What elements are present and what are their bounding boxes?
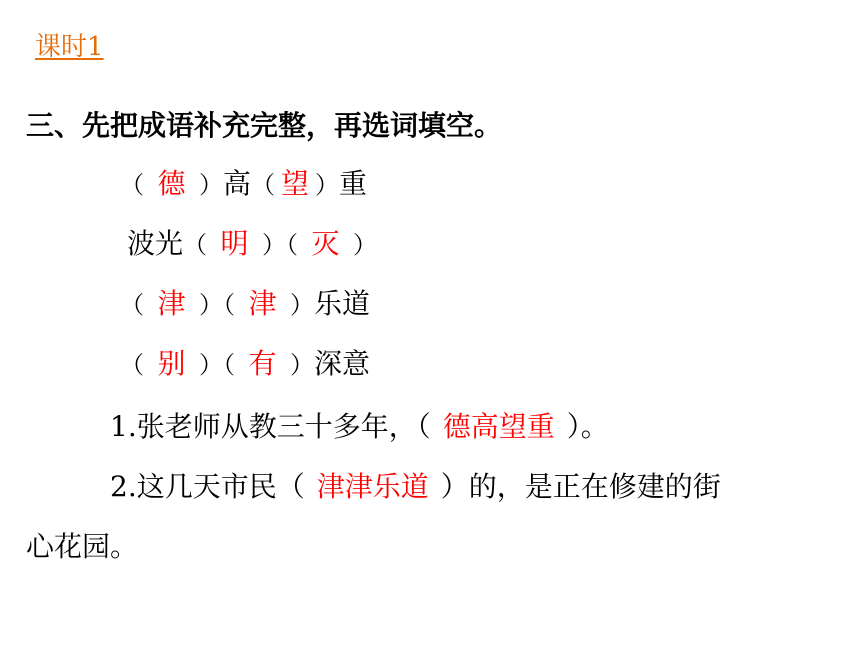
idiom-text: 波光 [127, 227, 184, 260]
sentence-2-continued: 心花园。 [26, 530, 139, 563]
sentence-text: ）的，是正在修建的街 [440, 470, 721, 503]
lesson-link[interactable]: 课时1 [35, 32, 104, 62]
answer-fill: 德高望重 [442, 410, 555, 443]
paren: （ [223, 351, 235, 379]
paren: ） [199, 351, 223, 379]
paren: ） [290, 351, 314, 379]
idiom-text: 重 [339, 167, 368, 200]
exercise-heading: 三、先把成语补充完整，再选词填空。 [26, 109, 503, 142]
paren: （ [223, 291, 235, 319]
idiom-line-1 [120, 162, 367, 202]
idiom-line-3 [120, 282, 370, 322]
paren: （ [120, 291, 144, 319]
idiom-line-2 [127, 222, 377, 262]
paren: （ [183, 231, 208, 259]
paren: ） [315, 171, 340, 199]
paren: ） [290, 291, 314, 319]
sentence-2 [110, 465, 721, 505]
idiom-text: 乐道 [314, 287, 371, 320]
sentence-text: ）。 [566, 410, 609, 443]
paren: ） [262, 231, 287, 259]
answer-blank: 明 [220, 227, 249, 260]
idiom-line-4 [120, 342, 370, 382]
paren: （ [120, 351, 144, 379]
sentence-text: 1.张老师从教三十多年， [110, 410, 417, 443]
answer-fill: 津津乐道 [316, 470, 429, 503]
answer-blank: 津 [157, 287, 186, 320]
paren: （ [286, 231, 299, 259]
paren: ） [353, 231, 378, 259]
answer-blank: 津 [248, 287, 277, 320]
answer-blank: 德 [157, 167, 186, 200]
paren: （ [416, 410, 431, 443]
idiom-text: 高 [223, 167, 252, 200]
sentence-text: 2.这几天市民 [110, 470, 277, 503]
answer-blank: 有 [248, 347, 277, 380]
paren: ） [199, 171, 223, 199]
answer-blank: 望 [281, 167, 310, 200]
paren: （ [120, 171, 144, 199]
paren: （ [251, 171, 276, 199]
answer-blank: 灭 [311, 227, 340, 260]
idiom-text: 深意 [314, 347, 371, 380]
paren: （ [276, 470, 305, 503]
sentence-1 [110, 405, 609, 445]
paren: ） [199, 291, 223, 319]
answer-blank: 别 [157, 347, 186, 380]
